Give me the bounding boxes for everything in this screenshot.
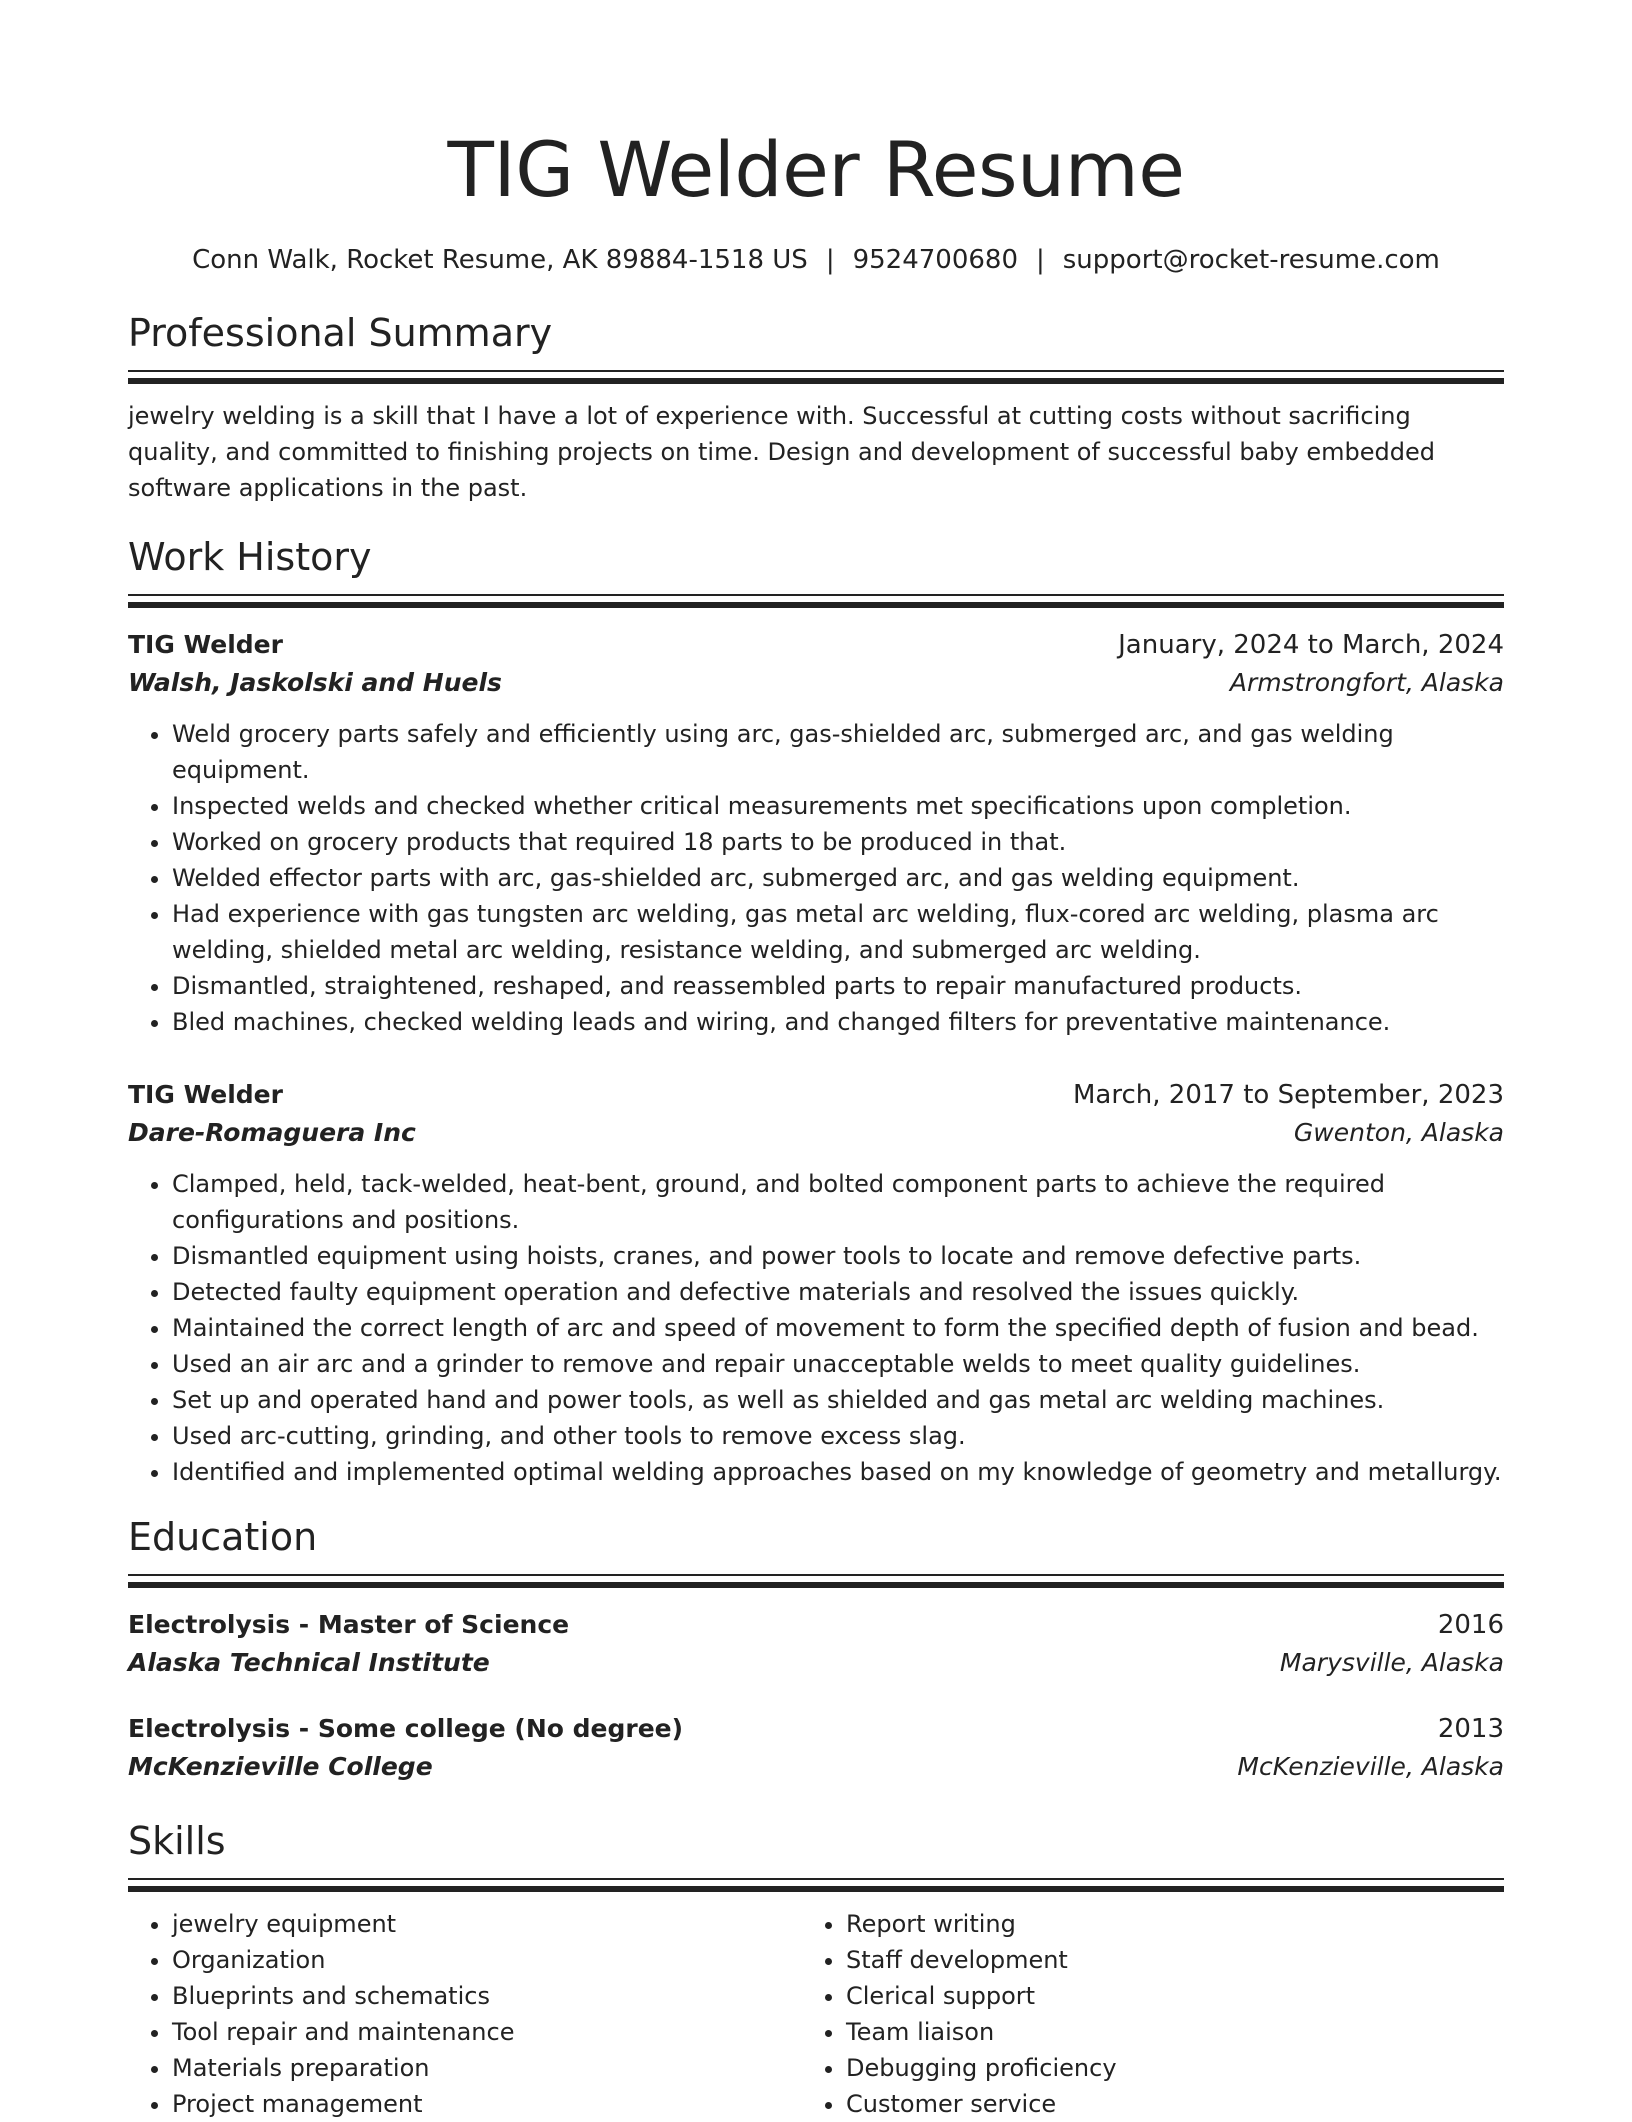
section-heading: Work History bbox=[128, 535, 372, 579]
skill-item: • Customer service bbox=[846, 2086, 1476, 2122]
education-location: McKenzieville, Alaska bbox=[1237, 1752, 1504, 1781]
list-item: • Detected faulty equipment operation and defective materials and resolved the issues quickly. bbox=[172, 1274, 1504, 1310]
education-degree: Electrolysis - Some college (No degree) bbox=[128, 1714, 684, 1743]
section-heading: Skills bbox=[128, 1819, 226, 1863]
list-item: • Clamped, held, tack-welded, heat-bent, ground, and bolted component parts to achieve the required configurations and positions. bbox=[172, 1166, 1504, 1238]
education-location: Marysville, Alaska bbox=[1279, 1648, 1504, 1677]
skill-item: • Blueprints and schematics bbox=[172, 1978, 802, 2014]
list-item: • Used arc-cutting, grinding, and other tools to remove excess slag. bbox=[172, 1418, 1504, 1454]
job-bullets bbox=[128, 716, 1504, 1040]
skill-item: • Report writing bbox=[846, 1906, 1476, 1942]
contact-address: Conn Walk, Rocket Resume, AK 89884-1518 US bbox=[192, 245, 808, 275]
list-item: • Used an air arc and a grinder to remove and repair unacceptable welds to meet quality guidelines. bbox=[172, 1346, 1504, 1382]
skills-right-column bbox=[802, 1906, 1476, 2122]
job-location: Armstrongfort, Alaska bbox=[1229, 668, 1504, 697]
education-school: McKenzieville College bbox=[128, 1752, 433, 1781]
contact-line bbox=[128, 242, 1504, 278]
skills-left-column bbox=[128, 1906, 802, 2122]
list-item: • Bled machines, checked welding leads and wiring, and changed filters for preventative maintenance. bbox=[172, 1004, 1504, 1040]
education-entry bbox=[128, 1606, 1504, 1682]
section-heading: Professional Summary bbox=[128, 311, 553, 355]
skills-section bbox=[128, 1816, 1504, 2122]
list-item: • Had experience with gas tungsten arc welding, gas metal arc welding, flux-cored arc welding, plasma arc welding, shielded metal arc welding, resistance welding, and submerged arc welding. bbox=[172, 896, 1504, 968]
skill-item: • Organization bbox=[172, 1942, 802, 1978]
skill-item: • jewelry equipment bbox=[172, 1906, 802, 1942]
skill-item: • Debugging proficiency bbox=[846, 2050, 1476, 2086]
section-heading: Education bbox=[128, 1515, 318, 1559]
section-divider bbox=[128, 594, 1504, 608]
list-item: • Welded effector parts with arc, gas-shielded arc, submerged arc, and gas welding equipment. bbox=[172, 860, 1504, 896]
contact-email: support@rocket-resume.com bbox=[1062, 245, 1440, 275]
work-history-section bbox=[128, 532, 1504, 1490]
list-item: • Worked on grocery products that required 18 parts to be produced in that. bbox=[172, 824, 1504, 860]
skill-item: • Staff development bbox=[846, 1942, 1476, 1978]
summary-section bbox=[128, 308, 1504, 506]
education-year: 2016 bbox=[1437, 1610, 1504, 1640]
job-title: TIG Welder bbox=[128, 630, 283, 659]
skill-item: • Clerical support bbox=[846, 1978, 1476, 2014]
list-item: • Weld grocery parts safely and efficiently using arc, gas-shielded arc, submerged arc, and gas welding equipment. bbox=[172, 716, 1504, 788]
job-title: TIG Welder bbox=[128, 1080, 283, 1109]
skill-item: • Materials preparation bbox=[172, 2050, 802, 2086]
list-item: • Identified and implemented optimal welding approaches based on my knowledge of geometry and metallurgy. bbox=[172, 1454, 1504, 1490]
job-company: Walsh, Jaskolski and Huels bbox=[128, 668, 502, 697]
education-school: Alaska Technical Institute bbox=[128, 1648, 490, 1677]
job-dates: January, 2024 to March, 2024 bbox=[1118, 630, 1504, 660]
list-item: • Inspected welds and checked whether critical measurements met specifications upon completion. bbox=[172, 788, 1504, 824]
list-item: • Dismantled equipment using hoists, cranes, and power tools to locate and remove defective parts. bbox=[172, 1238, 1504, 1274]
job-location: Gwenton, Alaska bbox=[1293, 1118, 1504, 1147]
job-company: Dare-Romaguera Inc bbox=[128, 1118, 416, 1147]
education-degree: Electrolysis - Master of Science bbox=[128, 1610, 570, 1639]
job-entry bbox=[128, 626, 1504, 1040]
job-dates: March, 2017 to September, 2023 bbox=[1073, 1080, 1504, 1110]
contact-phone: 9524700680 bbox=[852, 245, 1018, 275]
skill-item: • Team liaison bbox=[846, 2014, 1476, 2050]
section-divider bbox=[128, 370, 1504, 384]
contact-separator: | bbox=[825, 245, 835, 275]
resume-title: TIG Welder Resume bbox=[447, 125, 1185, 214]
list-item: • Maintained the correct length of arc and speed of movement to form the specified depth of fusion and bead. bbox=[172, 1310, 1504, 1346]
list-item: • Dismantled, straightened, reshaped, and reassembled parts to repair manufactured products. bbox=[172, 968, 1504, 1004]
section-divider bbox=[128, 1878, 1504, 1892]
list-item: • Set up and operated hand and power tools, as well as shielded and gas metal arc welding machines. bbox=[172, 1382, 1504, 1418]
job-entry bbox=[128, 1076, 1504, 1490]
contact-separator: | bbox=[1036, 245, 1045, 275]
summary-text: jewelry welding is a skill that I have a lot of experience with. Successful at cutting costs without sacrificing quality, and committed to finishing projects on time. Design and development of successful baby embedded software applications in the past. bbox=[128, 402, 1435, 502]
skills-columns bbox=[128, 1906, 1504, 2122]
section-divider bbox=[128, 1574, 1504, 1588]
education-section bbox=[128, 1512, 1504, 1786]
job-bullets bbox=[128, 1166, 1504, 1490]
education-year: 2013 bbox=[1437, 1714, 1504, 1744]
skill-item: • Tool repair and maintenance bbox=[172, 2014, 802, 2050]
education-entry bbox=[128, 1710, 1504, 1786]
skill-item: • Project management bbox=[172, 2086, 802, 2122]
